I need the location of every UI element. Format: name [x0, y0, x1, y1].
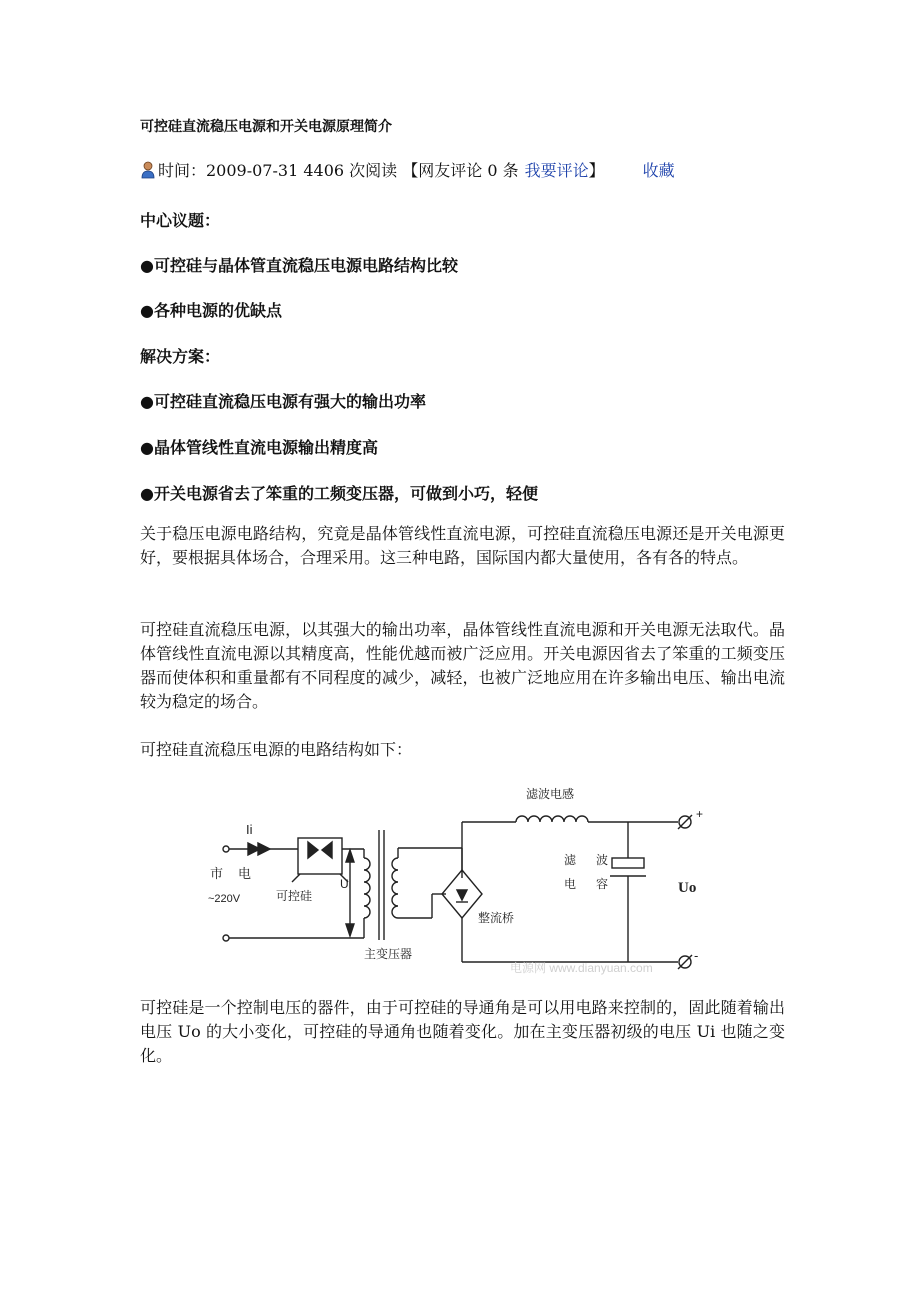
paragraph: 可控硅是一个控制电压的器件，由于可控硅的导通角是可以用电路来控制的，固此随着输出电压 Uo 的大小变化，可控硅的导通角也随着变化。加在主变压器初级的电压 Ui 也随之变化。 — [140, 998, 785, 1065]
label-scr: 可控硅 — [276, 889, 313, 903]
solutions-heading: 解决方案： — [140, 347, 221, 366]
user-icon — [140, 161, 156, 179]
favorite-link[interactable]: 收藏 — [642, 161, 675, 180]
label-mains: 市 — [210, 866, 224, 881]
label-220v: ~220V — [208, 893, 241, 905]
comment-link[interactable]: 我要评论 — [524, 161, 589, 180]
label-inductor: 滤波电感 — [526, 787, 575, 801]
paragraph: 关于稳压电源电路结构，究竟是晶体管线性直流电源，可控硅直流稳压电源还是开关电源更好，要根据具体场合，合理采用。这三种电路，国际国内都大量使用，各有各的特点。 — [140, 524, 785, 567]
topic-item: ●各种电源的优缺点 — [140, 301, 282, 320]
topics-heading: 中心议题： — [140, 211, 221, 230]
label-capacitor: 滤 — [564, 853, 577, 867]
topic-item: ●可控硅与晶体管直流稳压电源电路结构比较 — [140, 256, 458, 275]
label-plus: + — [696, 807, 704, 821]
label-capacitor: 波 — [596, 853, 609, 867]
diagram-watermark: 电源网 www.dianyuan.com — [510, 961, 653, 975]
publish-info: 时间：2009-07-31 4406 次阅读 【网友评论 0 条 — [158, 161, 519, 180]
label-transformer: 主变压器 — [364, 947, 413, 961]
solution-item: ●开关电源省去了笨重的工频变压器，可做到小巧，轻便 — [140, 484, 538, 503]
label-ui: Ui — [340, 877, 352, 891]
circuit-diagram — [200, 778, 740, 978]
label-mains: 电 — [238, 866, 252, 881]
input-terminal-bottom — [223, 935, 229, 941]
article-title: 可控硅直流稳压电源和开关电源原理简介 — [140, 119, 392, 135]
label-uo: Uo — [678, 880, 697, 896]
solution-item: ●晶体管线性直流电源输出精度高 — [140, 438, 378, 457]
paragraph: 可控硅直流稳压电源的电路结构如下： — [140, 740, 413, 759]
article-meta — [140, 158, 675, 181]
label-capacitor: 电 — [564, 877, 577, 891]
solution-item: ●可控硅直流稳压电源有强大的输出功率 — [140, 392, 426, 411]
meta-bracket: 】 — [588, 161, 605, 180]
label-minus: - — [694, 948, 699, 963]
label-bridge: 整流桥 — [478, 911, 515, 925]
paragraph: 可控硅直流稳压电源，以其强大的输出功率，晶体管线性直流电源和开关电源无法取代。晶体管线性直流电源以其精度高，性能优越而被广泛应用。开关电源因省去了笨重的工频变压器而使体积和重量都有不同程度的减少，减轻，也被广泛地应用在许多输出电压、输出电流较为稳定的场合。 — [140, 620, 785, 711]
input-terminal-top — [223, 846, 229, 852]
label-ii: Ii — [246, 822, 253, 837]
label-capacitor: 容 — [596, 877, 609, 891]
